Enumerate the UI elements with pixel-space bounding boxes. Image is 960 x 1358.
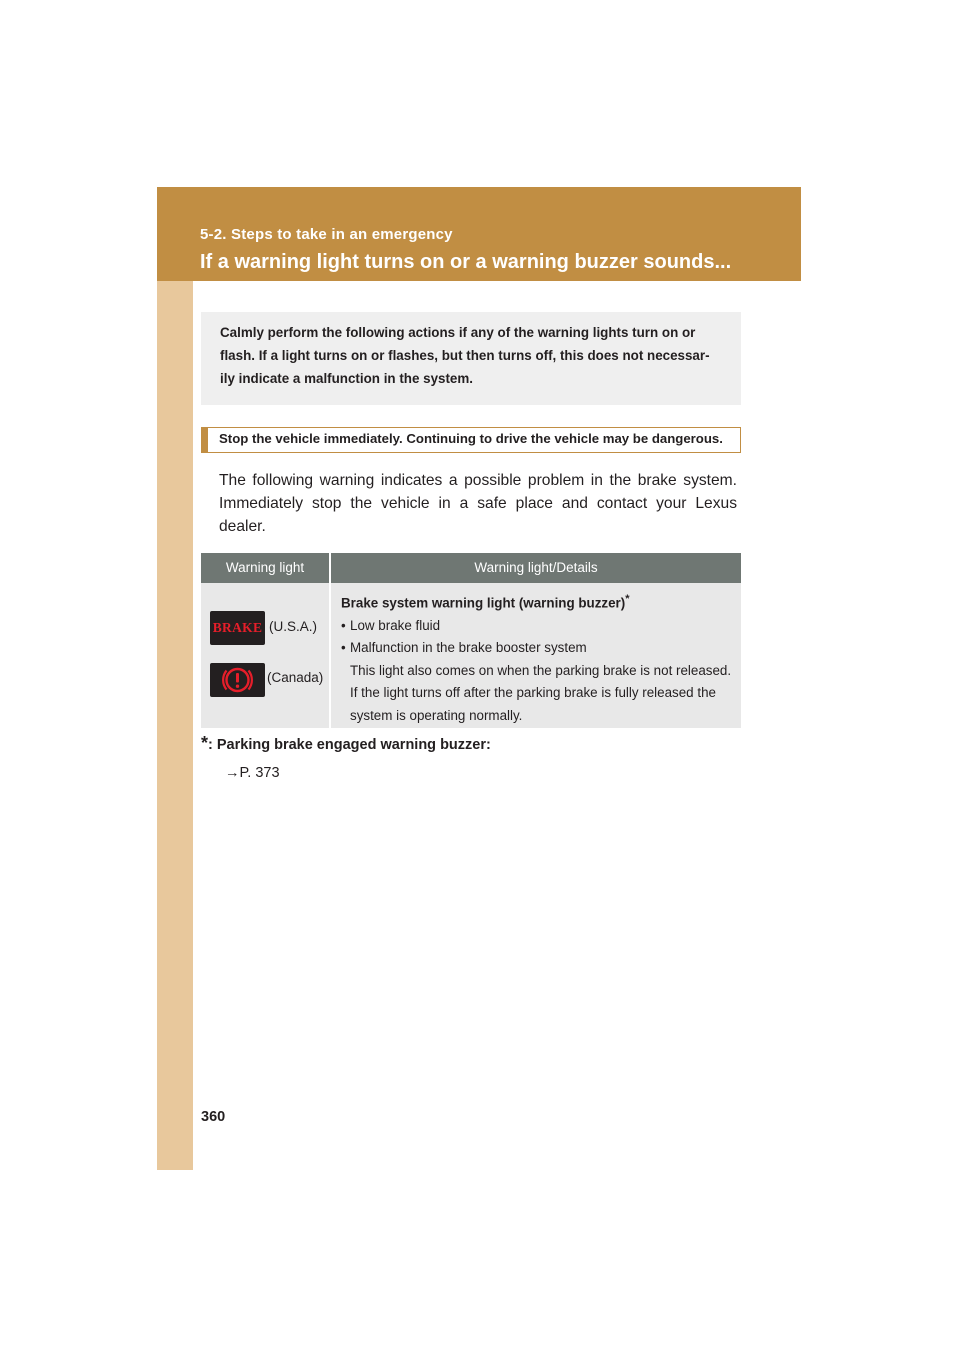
page-title: If a warning light turns on or a warning buzzer sounds...	[200, 251, 732, 273]
footnote	[201, 733, 491, 754]
reference-text: P. 373	[239, 765, 280, 781]
circle-exclamation-icon	[210, 663, 265, 697]
column-header-details: Warning light/Details	[474, 560, 598, 575]
brake-lamp-text: BRAKE	[212, 620, 263, 635]
region-label-canada: (Canada)	[267, 670, 324, 685]
caution-heading: Stop the vehicle immediately. Continuing to drive the vehicle may be dangerous.	[201, 427, 741, 453]
bullet-text: Low brake fluid	[350, 617, 441, 633]
page-header	[157, 187, 801, 281]
intro-box: Calmly perform the following actions if any of the warning lights turn on or flash. If a light turns on or flashes, but then turns off, this does not necessar-ily indicate a malfunction in the system.	[201, 312, 741, 405]
arrow-right-icon: →	[225, 765, 240, 781]
page-reference	[225, 765, 280, 781]
region-label-usa: (U.S.A.)	[269, 619, 318, 634]
bullet-text: Malfunction in the brake booster system	[350, 640, 587, 656]
detail-note: This light also comes on when the parking brake is not released. If the light turns off after the parking brake is fully released the system is operating normally.	[350, 662, 732, 723]
warning-details	[341, 588, 736, 727]
brake-symbol-icon	[222, 665, 253, 695]
list-item	[341, 637, 736, 660]
column-divider	[329, 553, 331, 728]
footnote-mark: *	[201, 733, 209, 753]
side-tab-strip	[157, 187, 193, 1170]
brake-warning-lamp-icon	[210, 611, 265, 645]
footnote-marker: *	[625, 593, 630, 605]
warning-light-table	[201, 553, 741, 728]
list-item	[341, 615, 736, 638]
detail-title	[341, 588, 736, 615]
bullet-mark: •	[341, 640, 346, 656]
bullet-mark: •	[341, 617, 346, 633]
detail-title-text: Brake system warning light (warning buzzer)	[341, 595, 626, 611]
page-number: 360	[201, 1109, 226, 1125]
body-paragraph: The following warning indicates a possible problem in the brake system. Immediately stop the vehicle in a safe place and contact your Lexus dealer.	[219, 472, 737, 535]
table-header-row	[201, 553, 741, 583]
footnote-text: : Parking brake engaged warning buzzer:	[208, 737, 491, 753]
column-header-warning-light: Warning light	[225, 560, 305, 575]
section-label: 5-2. Steps to take in an emergency	[200, 226, 453, 243]
